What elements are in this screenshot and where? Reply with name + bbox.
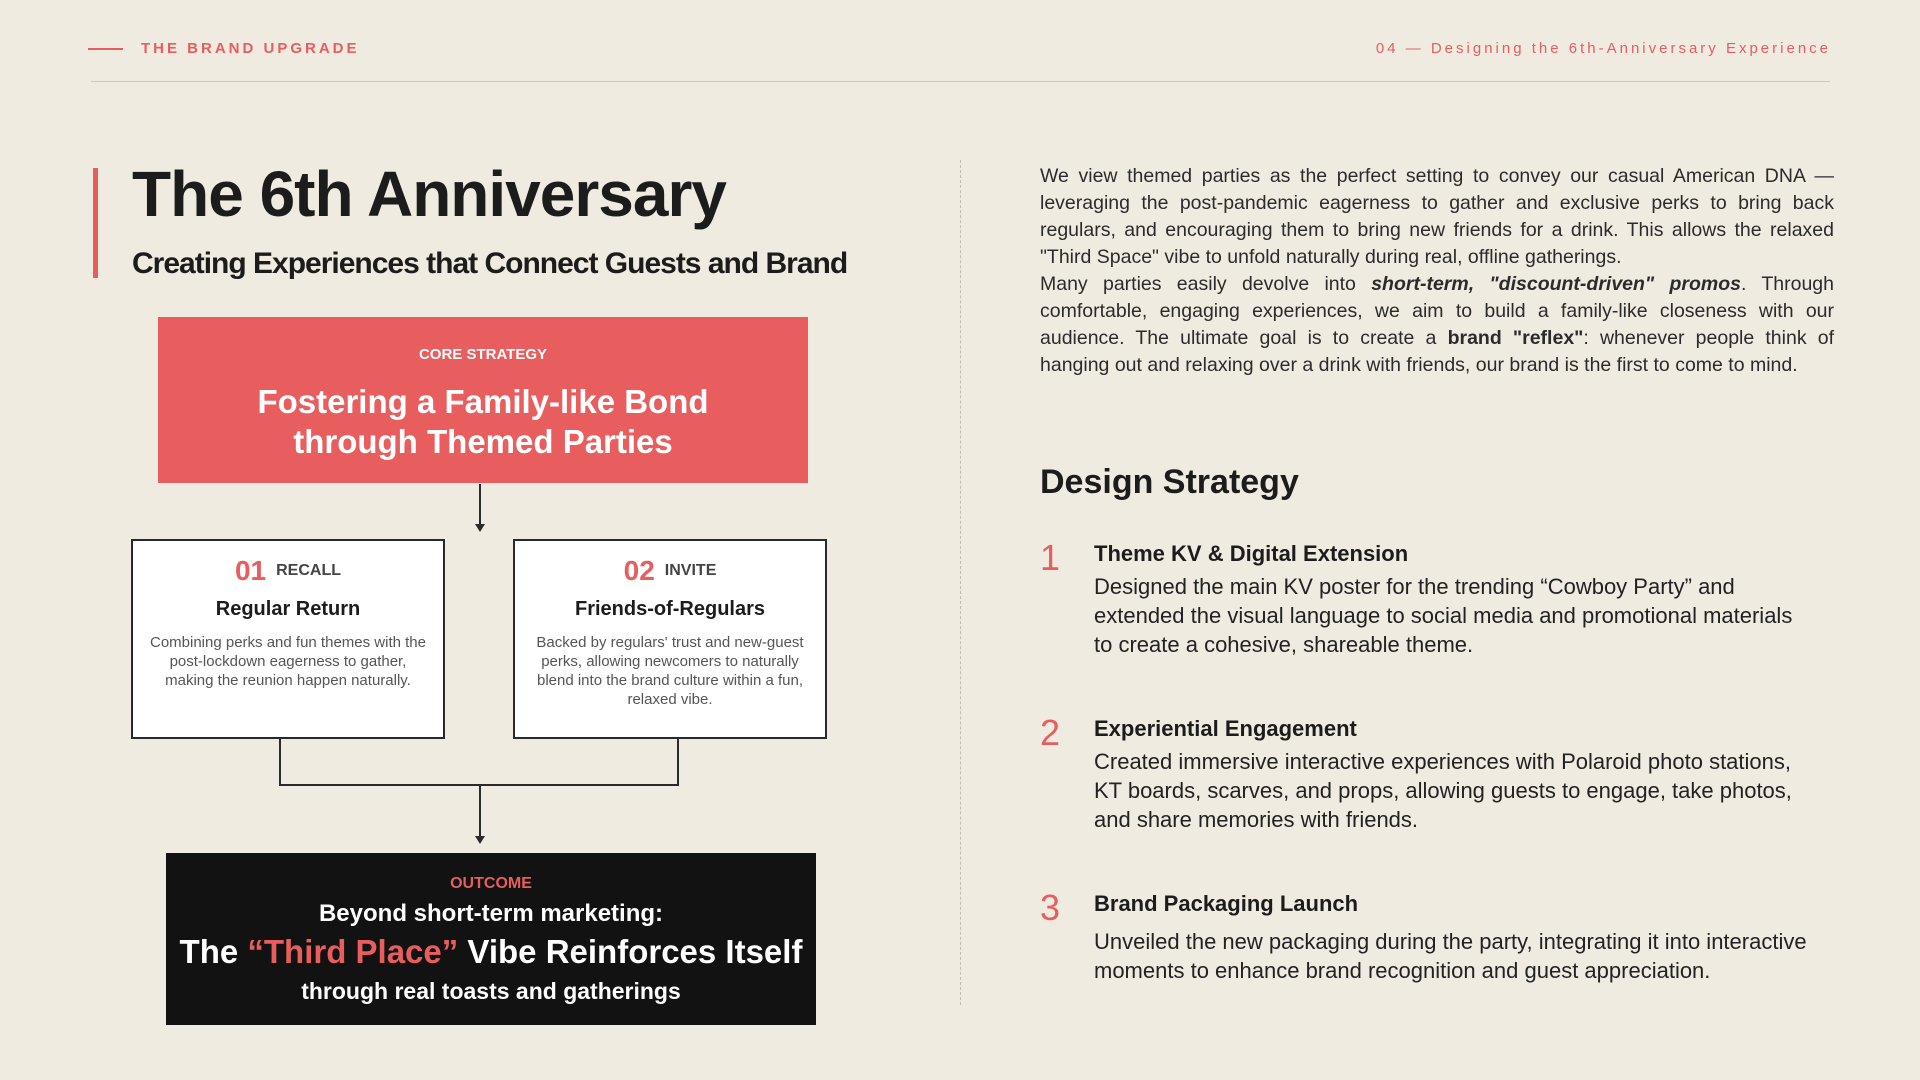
flow-connector-outcome — [479, 786, 481, 840]
card-number: 01 — [234, 555, 267, 586]
strategy-description: Created immersive interactive experiences with Polaroid photo stations, KT boards, scarves, and props, allowing guests to engage, take photos, and share memories with friends. — [1094, 749, 1792, 832]
intro-paragraph-2: Many parties easily devolve into short-term, "discount-driven" promos. Through comfortable, engaging experiences, we aim to build a family-like closeness with our audience. The ultimate goal is to create a brand "reflex": whenever people think of hanging out and relaxing over a drink with friends, our brand is the first to come to mind. — [1040, 273, 1834, 376]
card-description: Combining perks and fun themes with the post-lockdown eagerness to gather, making the reunion happen naturally. — [150, 634, 426, 689]
intro-emphasis: short-term, "discount-driven" promos — [1371, 273, 1741, 295]
flow-connector-right — [677, 739, 679, 786]
core-strategy-box — [158, 317, 808, 483]
header-brand: THE BRAND UPGRADE — [141, 40, 360, 57]
flow-connector-left — [279, 739, 281, 786]
core-strategy-label: CORE STRATEGY — [418, 346, 548, 363]
card-invite — [513, 539, 827, 739]
outcome-box — [166, 853, 816, 1025]
strategy-title: Theme KV & Digital Extension — [1094, 541, 1409, 566]
flow-connector-core — [479, 484, 481, 528]
strategy-title: Brand Packaging Launch — [1094, 891, 1359, 916]
arrow-down-icon — [475, 836, 485, 844]
strategy-description: Designed the main KV poster for the trending “Cowboy Party” and extended the visual language to social media and promotional materials to create a cohesive, shareable theme. — [1094, 574, 1793, 657]
core-strategy-text: Fostering a Family-like Bond through Themed Parties — [257, 383, 709, 460]
card-title: Regular Return — [215, 598, 361, 620]
card-title: Friends-of-Regulars — [574, 598, 766, 620]
strategy-number: 1 — [1040, 537, 1061, 578]
strategy-number: 2 — [1040, 712, 1061, 753]
outcome-highlight: “Third Place” — [247, 933, 459, 970]
intro-strong: brand "reflex" — [1447, 327, 1584, 349]
title-accent-bar — [93, 168, 98, 278]
header-accent-line — [88, 48, 123, 50]
page-subtitle: Creating Experiences that Connect Guests and Brand — [132, 247, 848, 280]
outcome-line-1: Beyond short-term marketing: — [318, 900, 664, 927]
design-strategy-title: Design Strategy — [1040, 463, 1299, 501]
outcome-label: OUTCOME — [450, 875, 532, 892]
intro-paragraph-1: We view themed parties as the perfect setting to convey our casual American DNA —leveraging the post-pandemic eagerness to gather and exclusive perks to bring back regulars, and encouraging them to bring new friends for a drink. This allows the relaxed "Third Space" vibe to unfold naturally during real, offline gatherings. — [1040, 165, 1834, 268]
card-tag: INVITE — [664, 562, 717, 579]
header-divider — [91, 81, 1830, 82]
outcome-line-2: The “Third Place” Vibe Reinforces Itself — [179, 933, 803, 970]
card-recall — [131, 539, 445, 739]
arrow-down-icon — [475, 524, 485, 532]
page-title: The 6th Anniversary — [132, 158, 726, 230]
strategy-title: Experiential Engagement — [1094, 716, 1357, 741]
header-section-label: 04 — Designing the 6th-Anniversary Experience — [1375, 40, 1831, 57]
card-number: 02 — [623, 555, 655, 586]
card-description: Backed by regulars' trust and new-guest perks, allowing newcomers to naturally blend into the brand culture within a fun, relaxed vibe. — [536, 634, 804, 708]
outcome-line-3: through real toasts and gatherings — [301, 978, 681, 1004]
intro-text — [1040, 163, 1834, 379]
card-tag: RECALL — [276, 562, 342, 579]
strategy-description: Unveiled the new packaging during the party, integrating it into interactive moments to enhance brand recognition and guest appreciation. — [1094, 929, 1807, 983]
strategy-number: 3 — [1040, 887, 1061, 928]
column-divider — [960, 160, 961, 1005]
